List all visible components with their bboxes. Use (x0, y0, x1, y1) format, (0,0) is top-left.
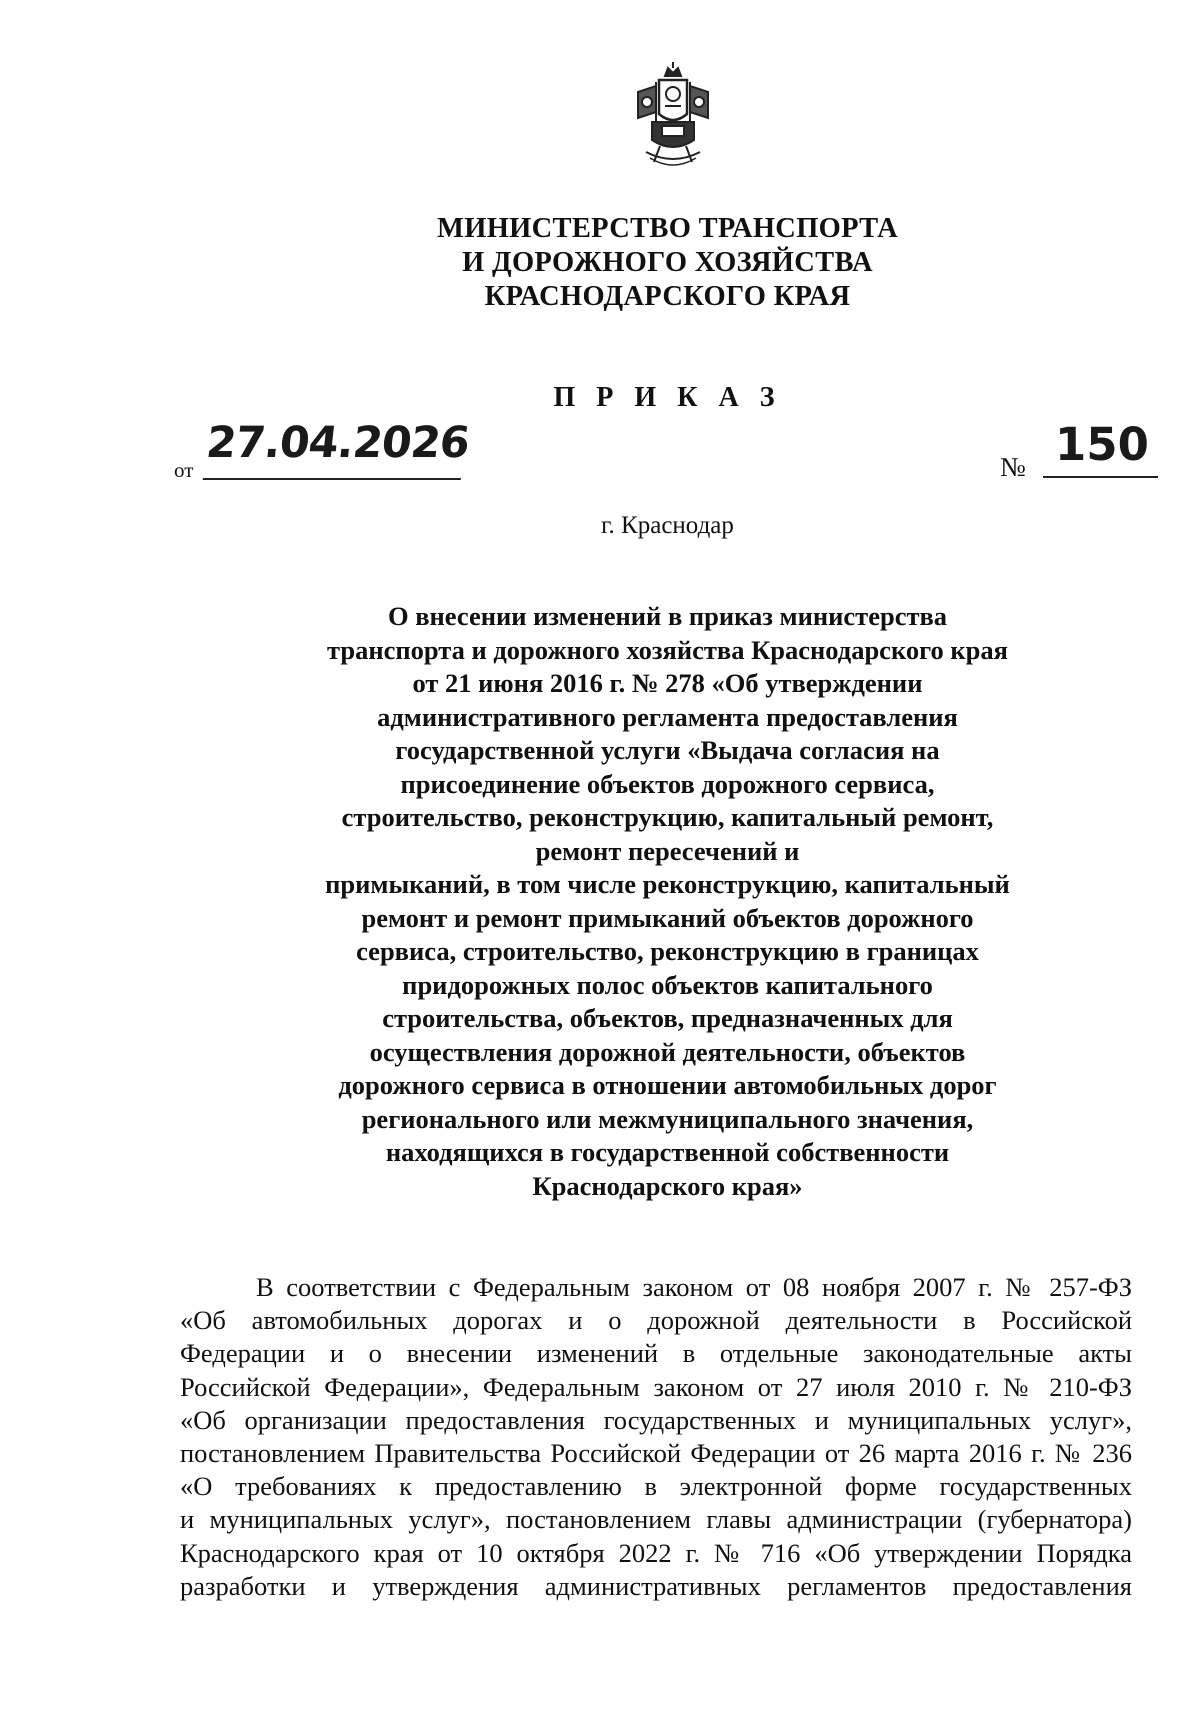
title-line: административного регламента предоставления (377, 701, 958, 732)
body-paragraph (180, 1271, 1132, 1603)
title-line: дорожного сервиса в отношении автомобильных дорог (338, 1070, 997, 1100)
title-line: присоединение объектов дорожного сервиса, (400, 768, 935, 799)
title-line: строительство, реконструкцию, капитальный ремонт, (341, 802, 994, 832)
body-line: «Об организации предоставления государственных и муниципальных услуг», (180, 1404, 1132, 1435)
number-label: № (1000, 452, 1026, 482)
body-line: постановлением Правительства Российской Федерации от 26 марта 2016 г. № 236 (180, 1438, 1132, 1469)
date-prefix: от (174, 458, 194, 482)
title-line: от 21 июня 2016 г. № 278 «Об утверждении (412, 668, 923, 698)
title-line: О внесении изменений в приказ министерства (387, 601, 948, 631)
title-line: регионального или межмуниципального значения, (361, 1103, 974, 1134)
order-number-handwritten: 150 (1043, 418, 1158, 478)
title-line: транспорта и дорожного хозяйства Краснодарского края (327, 634, 1008, 665)
order-title (280, 600, 1055, 1203)
order-date-handwritten: 27.04.2026 (203, 418, 468, 480)
title-line: находящихся в государственной собственности (385, 1137, 950, 1167)
title-line: ремонт и ремонт примыканий объектов дорожного (361, 902, 974, 933)
body-line: и муниципальных услуг», постановлением главы администрации (губернатора) (180, 1504, 1132, 1535)
title-line: примыканий, в том числе реконструкцию, капитальный (325, 869, 1010, 899)
ministry-line: КРАСНОДАРСКОГО КРАЯ (484, 281, 851, 312)
document-type-heading: П Р И К А З (553, 382, 782, 413)
ministry-line: И ДОРОЖНОГО ХОЗЯЙСТВА (462, 247, 873, 278)
title-line: сервиса, строительство, реконструкцию в границах (356, 936, 979, 966)
body-line: «Об автомобильных дорогах и о дорожной деятельности в Российской (180, 1305, 1132, 1336)
body-line: разработки и утверждения административных регламентов предоставления (180, 1570, 1132, 1601)
title-line: строительства, объектов, предназначенных для (382, 1003, 953, 1033)
title-line: Краснодарского края» (532, 1170, 803, 1201)
body-line: Краснодарского края от 10 октября 2022 г. № 716 «Об утверждении Порядка (180, 1537, 1132, 1568)
body-line: Российской Федерации», Федеральным законом от 27 июля 2010 г. № 210-ФЗ (180, 1371, 1132, 1402)
body-line: Федерации и о внесении изменений в отдельные законодательные акты (180, 1338, 1132, 1369)
ministry-name (0, 212, 1200, 314)
ministry-line: МИНИСТЕРСТВО ТРАНСПОРТА (437, 213, 898, 244)
title-line: осуществления дорожной деятельности, объектов (369, 1036, 966, 1067)
city-line: г. Краснодар (601, 512, 734, 539)
title-line: государственной услуги «Выдача согласия на (395, 735, 940, 765)
title-line: ремонт пересечений и (535, 835, 800, 866)
body-line: В соответствии с Федеральным законом от 08 ноября 2007 г. № 257-ФЗ (256, 1272, 1132, 1302)
coat-of-arms-emblem (632, 62, 714, 174)
body-line: «О требованиях к предоставлению в электронной форме государственных (180, 1471, 1132, 1502)
title-line: придорожных полос объектов капитального (402, 969, 933, 1000)
